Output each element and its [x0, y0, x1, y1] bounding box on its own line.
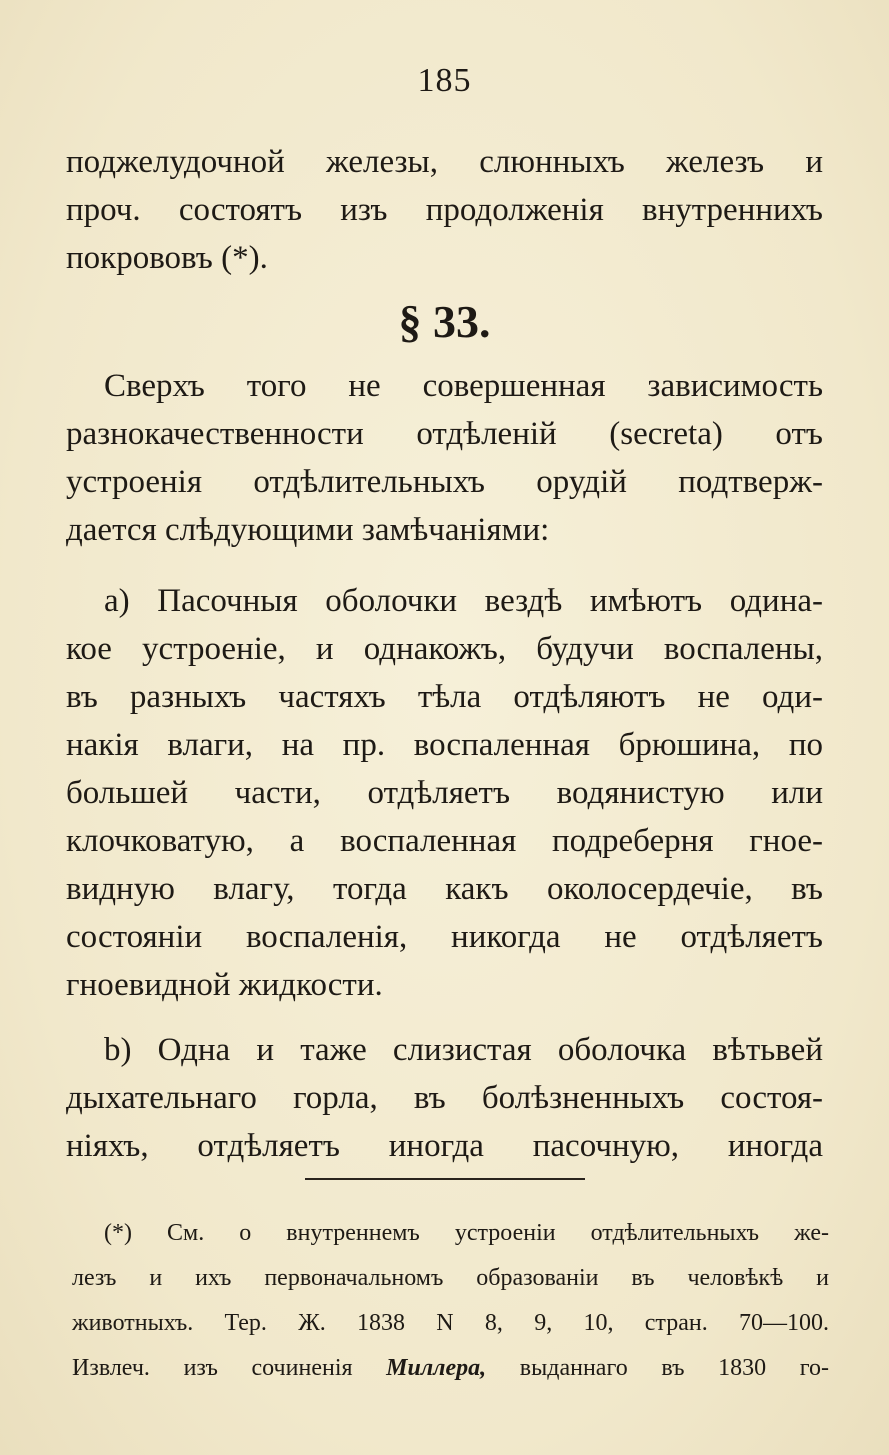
footnote-line: (*) См. о внутреннемъ устроеніи отдѣлительныхъ же-	[104, 1220, 829, 1246]
text-line: видную влагу, тогда какъ околосердечіе, въ	[66, 871, 823, 907]
text-line: покрововъ (*).	[66, 240, 268, 276]
footnote-divider	[305, 1178, 585, 1180]
page-number: 185	[417, 62, 472, 99]
footnote-line: лезъ и ихъ первоначальномъ образованіи въ человѣкѣ и	[72, 1265, 829, 1291]
text-line: въ разныхъ частяхъ тѣла отдѣляютъ не оди-	[66, 679, 823, 715]
text-line: клочковатую, а воспаленная подреберня гное-	[66, 823, 823, 859]
section-heading: § 33.	[398, 296, 491, 347]
text-line: большей части, отдѣляетъ водянистую или	[66, 775, 823, 811]
text-line: кое устроеніе, и однакожъ, будучи воспалены,	[66, 631, 823, 667]
footnote-text: выданнаго въ 1830 го-	[519, 1355, 830, 1381]
text-line: состояніи воспаленія, никогда не отдѣляетъ	[66, 919, 823, 955]
text-line: а) Пасочныя оболочки вездѣ имѣютъ одина-	[104, 583, 823, 619]
text-line: накія влаги, на пр. воспаленная брюшина, по	[66, 727, 823, 763]
text-line: дается слѣдующими замѣчаніями:	[66, 512, 550, 548]
text-line: поджелудочной железы, слюнныхъ железъ и	[66, 144, 823, 180]
footnote-line: животныхъ. Тер. Ж. 1838 N 8, 9, 10, стран. 70—100.	[72, 1310, 829, 1336]
text-line: устроенія отдѣлительныхъ орудій подтверж-	[66, 464, 823, 500]
footnote-line	[72, 1353, 829, 1383]
text-line: проч. состоятъ изъ продолженія внутреннихъ	[66, 192, 823, 228]
text-line: b) Одна и таже слизистая оболочка вѣтьвей	[104, 1032, 823, 1068]
text-line: Сверхъ того не совершенная зависимость	[104, 368, 823, 404]
text-line: разнокачественности отдѣленій (secreta) отъ	[66, 416, 823, 452]
text-line: гноевидной жидкости.	[66, 967, 383, 1003]
text-line: дыхательнаго горла, въ болѣзненныхъ состоя-	[66, 1080, 823, 1116]
footnote-text: Извлеч. изъ сочиненія	[72, 1355, 353, 1381]
text-line: ніяхъ, отдѣляетъ иногда пасочную, иногда	[66, 1128, 823, 1164]
author-name: Миллера,	[386, 1355, 487, 1381]
